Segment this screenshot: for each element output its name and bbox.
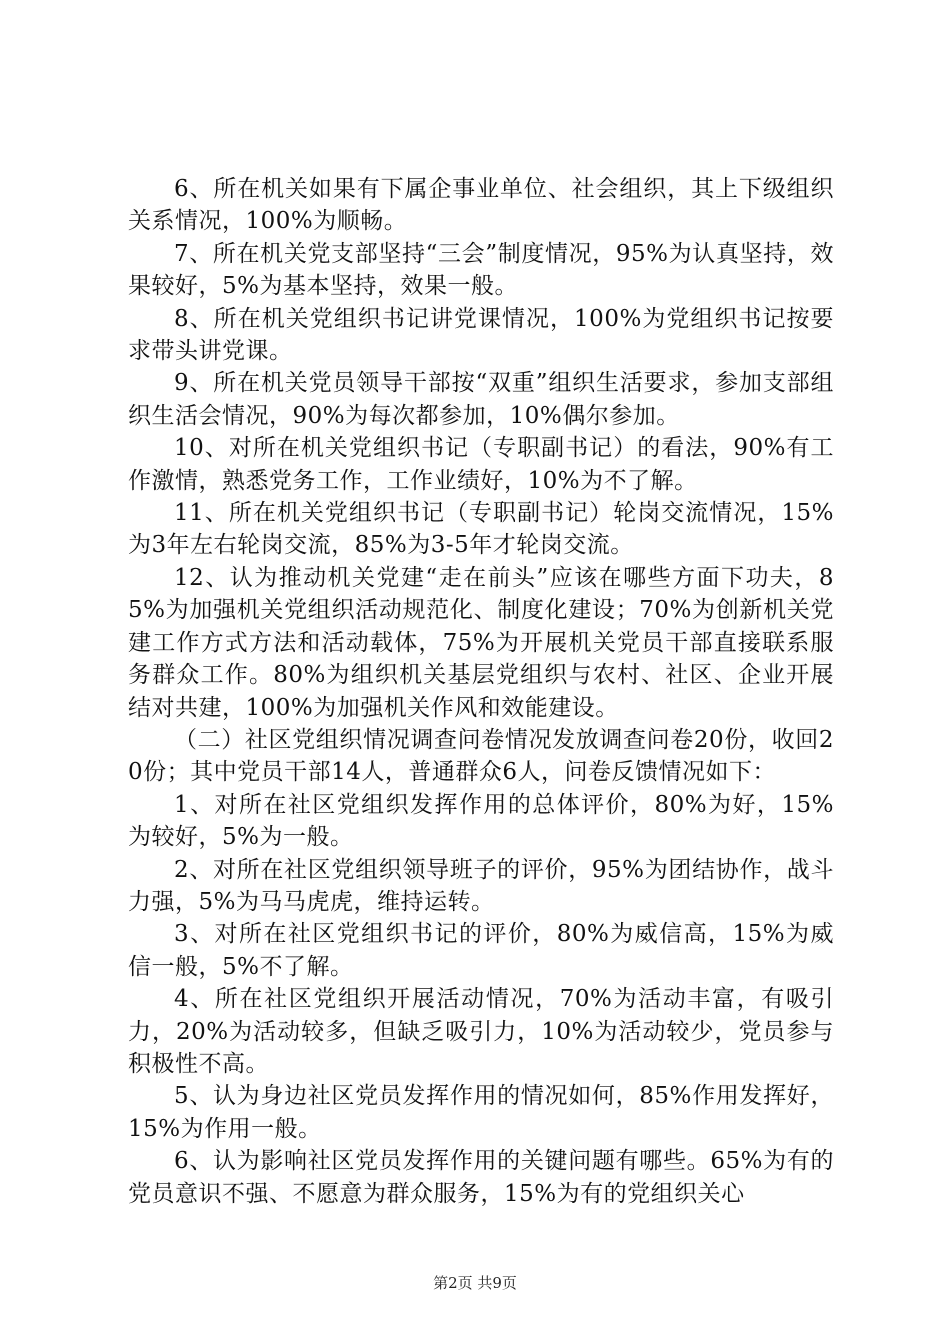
paragraph: 9、所在机关党员领导干部按“双重”组织生活要求，参加支部组织生活会情况，90%为每次都参加，10%偶尔参加。 (128, 370, 834, 429)
paragraph: 11、所在机关党组织书记（专职副书记）轮岗交流情况，15%为3年左右轮岗交流，85%为3-5年才轮岗交流。 (128, 500, 834, 559)
paragraph: 6、认为影响社区党员发挥作用的关键问题有哪些。65%为有的党员意识不强、不愿意为群众服务，15%为有的党组织关心 (128, 1148, 834, 1207)
paragraph: 8、所在机关党组织书记讲党课情况，100%为党组织书记按要求带头讲党课。 (128, 305, 834, 365)
paragraph: 4、所在社区党组织开展活动情况，70%为活动丰富，有吸引力，20%为活动较多，但缺乏吸引力，10%为活动较少，党员参与积极性不高。 (128, 986, 834, 1077)
paragraph: 12、认为推动机关党建“走在前头”应该在哪些方面下功夫，85%为加强机关党组织活动规范化、制度化建设；70%为创新机关党建工作方式方法和活动载体，75%为开展机关党员干部直接联系服务群众工作。80%为组织机关基层党组织与农村、社区、企业开展结对共建，100%为加强机关作风和效能建设。 (128, 564, 834, 721)
paragraph: 10、对所在机关党组织书记（专职副书记）的看法，90%有工作激情，熟悉党务工作，工作业绩好，10%为不了解。 (128, 435, 834, 494)
paragraph: 6、所在机关如果有下属企事业单位、社会组织，其上下级组织关系情况，100%为顺畅。 (128, 176, 834, 235)
paragraph: 7、所在机关党支部坚持“三会”制度情况，95%为认真坚持，效果较好，5%为基本坚持，效果一般。 (128, 240, 834, 300)
document-body (128, 173, 834, 1210)
paragraph: 3、对所在社区党组织书记的评价，80%为威信高，15%为威信一般，5%不了解。 (128, 921, 834, 980)
section-heading-paragraph: （二）社区党组织情况调查问卷情况发放调查问卷20份，收回20份；其中党员干部14人，普通群众6人，问卷反馈情况如下： (128, 726, 834, 786)
page-footer (0, 1272, 950, 1293)
paragraph: 5、认为身边社区党员发挥作用的情况如何，85%作用发挥好，15%为作用一般。 (128, 1083, 834, 1142)
page-number: 第2页 共9页 (433, 1274, 517, 1292)
paragraph: 1、对所在社区党组织发挥作用的总体评价，80%为好，15%为较好，5%为一般。 (128, 791, 834, 851)
paragraph: 2、对所在社区党组织领导班子的评价，95%为团结协作，战斗力强，5%为马马虎虎，维持运转。 (128, 856, 834, 915)
